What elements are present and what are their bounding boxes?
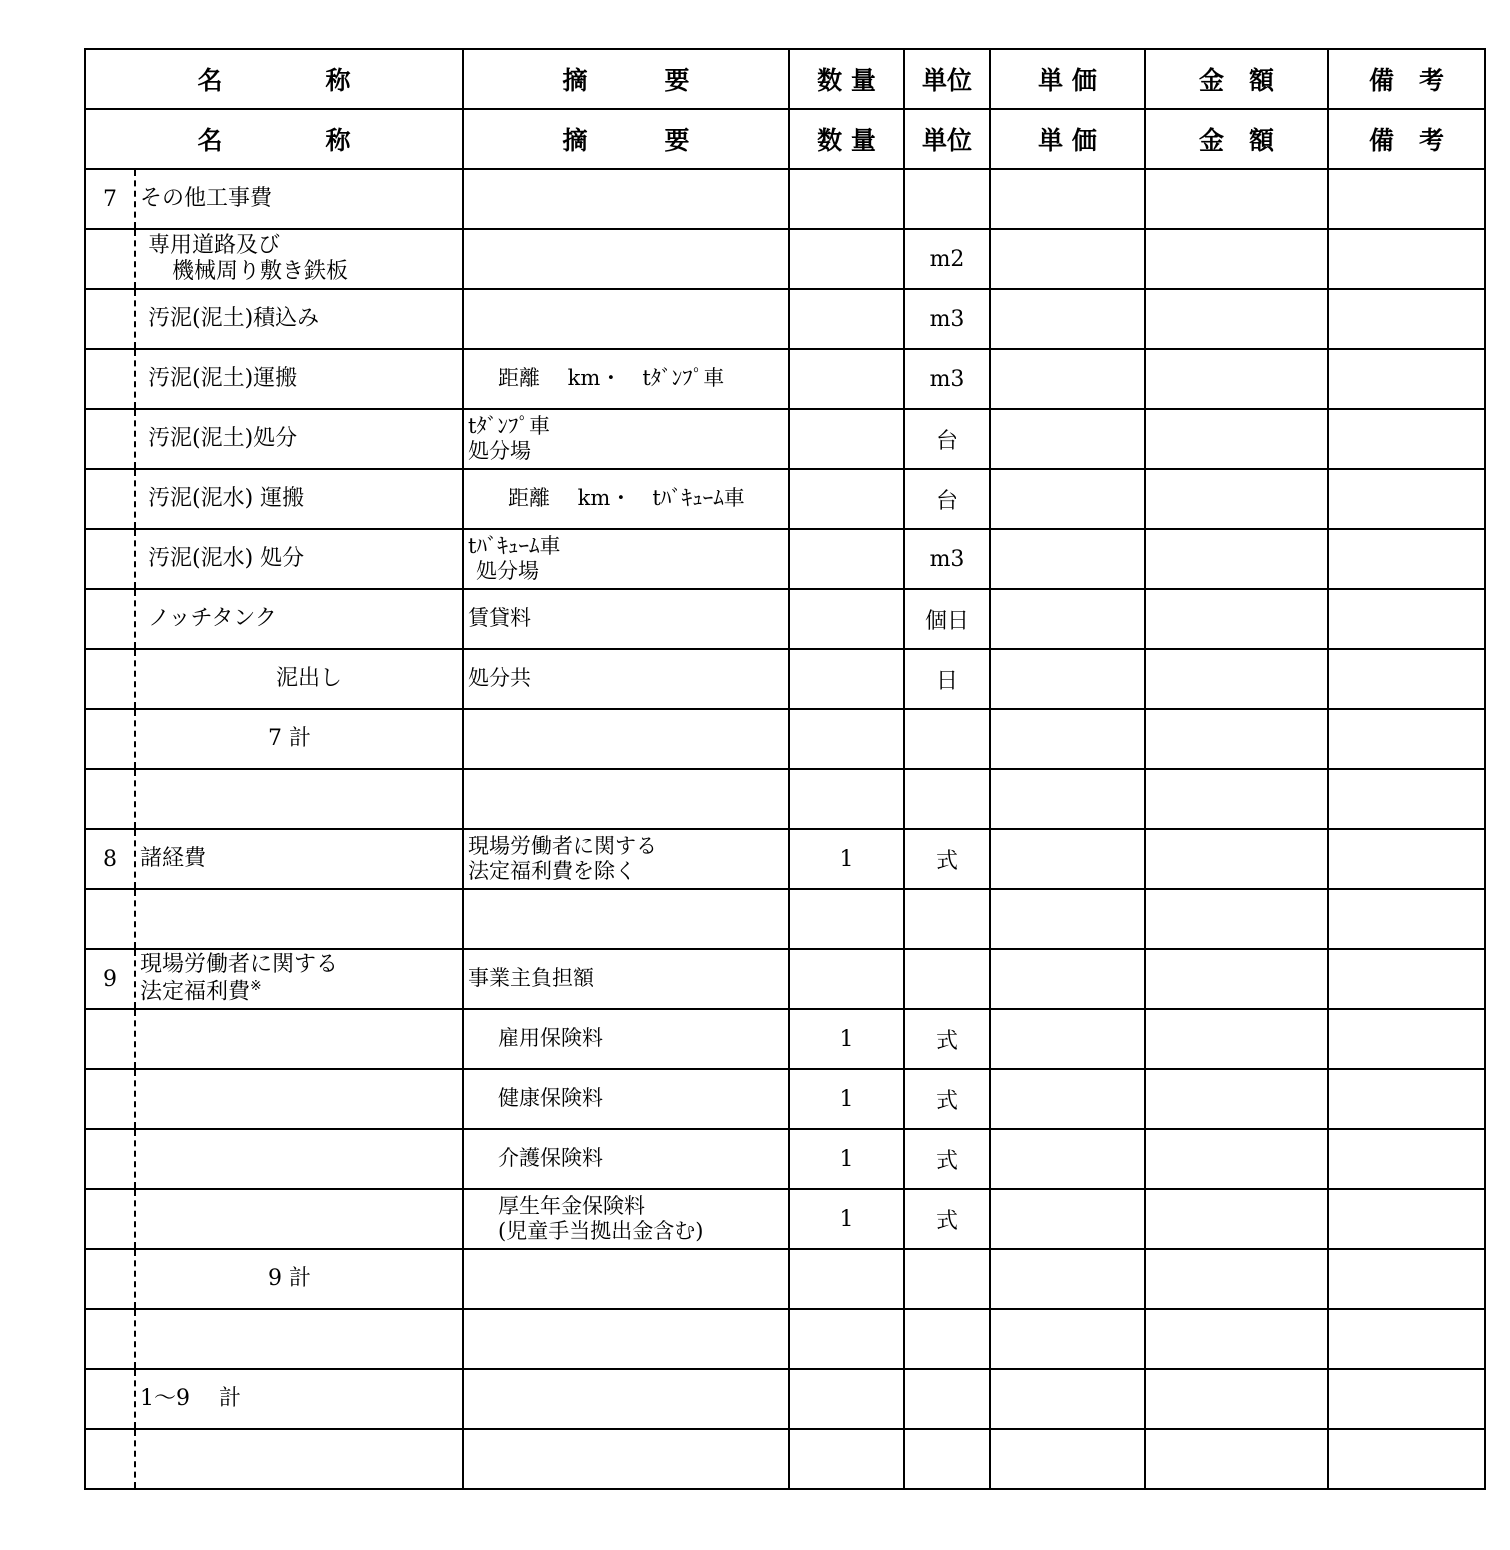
cell-unit: 式 xyxy=(904,1009,990,1069)
cell-name xyxy=(85,1069,463,1129)
cell-remarks xyxy=(1328,1129,1485,1189)
row-number xyxy=(86,350,136,408)
cell-name xyxy=(85,409,463,469)
header-name: 名 称 xyxy=(85,109,463,169)
cell-unit-price xyxy=(990,829,1145,889)
cell-remarks xyxy=(1328,1309,1485,1369)
cell-unit-price xyxy=(990,1309,1145,1369)
cell-unit xyxy=(904,1429,990,1489)
header-qty: 数 量 xyxy=(789,109,904,169)
header-remarks: 備 考 xyxy=(1328,109,1485,169)
cell-remarks xyxy=(1328,1369,1485,1429)
cell-unit xyxy=(904,889,990,949)
cell-unit xyxy=(904,769,990,829)
row-label xyxy=(86,1266,462,1292)
row-number xyxy=(86,1130,136,1188)
row-number xyxy=(86,1430,136,1488)
cell-remarks xyxy=(1328,1189,1485,1249)
row-label xyxy=(140,1386,462,1412)
cell-summary xyxy=(463,649,789,709)
row-summary-line2: (児童手当拠出金含む) xyxy=(498,1219,704,1243)
row-label xyxy=(140,186,462,212)
estimate-sheet xyxy=(84,48,1486,1490)
row-name: 汚泥(泥水) 運搬 xyxy=(148,485,305,511)
cell-name xyxy=(85,1129,463,1189)
row-number xyxy=(86,1250,136,1308)
cell-remarks xyxy=(1328,469,1485,529)
cell-unit-price xyxy=(990,469,1145,529)
cell-name xyxy=(85,1189,463,1249)
cell-summary xyxy=(463,769,789,829)
cell-remarks xyxy=(1328,1009,1485,1069)
cell-unit: m3 xyxy=(904,349,990,409)
cell-amount xyxy=(1145,529,1328,589)
row-summary: 賃貸料 xyxy=(468,606,531,631)
cell-summary xyxy=(463,1189,789,1249)
table-row xyxy=(85,829,1485,889)
note-mark: ※ xyxy=(250,978,262,995)
cell-amount xyxy=(1145,1129,1328,1189)
cell-unit-price xyxy=(990,589,1145,649)
table-row xyxy=(85,1369,1485,1429)
cell-qty: 1 xyxy=(789,1009,904,1069)
row-number xyxy=(86,1190,136,1248)
row-label xyxy=(148,606,462,632)
cell-unit-price xyxy=(990,1429,1145,1489)
row-summary: 雇用保険料 xyxy=(498,1026,603,1051)
header-unit: 単位 xyxy=(904,109,990,169)
table-row xyxy=(85,169,1485,229)
row-number xyxy=(86,410,136,468)
cell-summary xyxy=(463,1069,789,1129)
cell-amount xyxy=(1145,349,1328,409)
cell-amount xyxy=(1145,709,1328,769)
row-summary: 現場労働者に関する xyxy=(468,833,657,858)
cell-qty xyxy=(789,1249,904,1309)
cell-qty: 1 xyxy=(789,1129,904,1189)
cell-unit-price xyxy=(990,289,1145,349)
row-summary: 事業主負担額 xyxy=(468,966,594,991)
cell-amount xyxy=(1145,889,1328,949)
cell-unit-price xyxy=(990,349,1145,409)
cell-amount xyxy=(1145,169,1328,229)
table-row xyxy=(85,649,1485,709)
row-name: その他工事費 xyxy=(140,185,273,211)
row-number xyxy=(86,1370,136,1428)
cell-unit: 日 xyxy=(904,649,990,709)
row-summary: 健康保険料 xyxy=(498,1086,603,1111)
cell-unit-price xyxy=(990,1189,1145,1249)
cell-unit-price xyxy=(990,709,1145,769)
row-summary: tﾀﾞﾝﾌﾟ車 xyxy=(468,413,550,438)
cell-summary xyxy=(463,829,789,889)
header-row xyxy=(85,49,1485,109)
cell-name xyxy=(85,889,463,949)
row-number: 9 xyxy=(86,950,136,1008)
cell-remarks xyxy=(1328,769,1485,829)
cell-remarks xyxy=(1328,289,1485,349)
cell-amount xyxy=(1145,589,1328,649)
row-number xyxy=(86,530,136,588)
cell-unit-price xyxy=(990,949,1145,1009)
row-number xyxy=(86,1070,136,1128)
row-name: 汚泥(泥土)処分 xyxy=(148,425,298,451)
row-label xyxy=(86,666,462,692)
row-name: 諸経費 xyxy=(140,845,207,871)
header-amount: 金 額 xyxy=(1145,49,1328,109)
cell-amount xyxy=(1145,1189,1328,1249)
cell-remarks xyxy=(1328,1429,1485,1489)
cell-unit-price xyxy=(990,649,1145,709)
row-name-line2: 法定福利費 xyxy=(140,979,251,1005)
cell-unit xyxy=(904,709,990,769)
cell-name xyxy=(85,469,463,529)
cell-amount xyxy=(1145,649,1328,709)
cell-unit xyxy=(904,949,990,1009)
table-row xyxy=(85,889,1485,949)
cell-qty xyxy=(789,949,904,1009)
table-row xyxy=(85,1069,1485,1129)
cell-unit: 個日 xyxy=(904,589,990,649)
cell-amount xyxy=(1145,289,1328,349)
cell-qty xyxy=(789,469,904,529)
row-summary: 処分共 xyxy=(468,666,531,691)
row-label xyxy=(148,486,462,512)
cell-unit-price xyxy=(990,529,1145,589)
table-row xyxy=(85,289,1485,349)
cell-remarks xyxy=(1328,409,1485,469)
cell-unit: 式 xyxy=(904,1069,990,1129)
header-amount: 金 額 xyxy=(1145,109,1328,169)
cell-unit-price xyxy=(990,229,1145,289)
table-row xyxy=(85,229,1485,289)
cell-summary xyxy=(463,1249,789,1309)
cell-remarks xyxy=(1328,889,1485,949)
table-row xyxy=(85,709,1485,769)
table-row xyxy=(85,949,1485,1009)
cell-amount xyxy=(1145,1249,1328,1309)
cell-name xyxy=(85,1369,463,1429)
cell-unit xyxy=(904,169,990,229)
table-row xyxy=(85,1309,1485,1369)
cell-remarks xyxy=(1328,829,1485,889)
table-row xyxy=(85,349,1485,409)
table-row xyxy=(85,769,1485,829)
cell-qty xyxy=(789,1369,904,1429)
cell-qty xyxy=(789,409,904,469)
cell-unit xyxy=(904,1369,990,1429)
cell-qty: 1 xyxy=(789,829,904,889)
cell-summary xyxy=(463,889,789,949)
cell-name xyxy=(85,1309,463,1369)
table-row xyxy=(85,1189,1485,1249)
row-number: 7 xyxy=(86,170,136,228)
cell-unit: 台 xyxy=(904,409,990,469)
cell-summary xyxy=(463,949,789,1009)
table-row xyxy=(85,1249,1485,1309)
row-summary: 距離 km・ tﾊﾞｷｭｰﾑ車 xyxy=(508,486,745,511)
cell-qty xyxy=(789,649,904,709)
cell-summary xyxy=(463,1009,789,1069)
cell-remarks xyxy=(1328,229,1485,289)
cell-name xyxy=(85,229,463,289)
header-unit-price: 単 価 xyxy=(990,49,1145,109)
row-number: 8 xyxy=(86,830,136,888)
cell-unit: 式 xyxy=(904,829,990,889)
row-summary: 距離 km・ tﾀﾞﾝﾌﾟ車 xyxy=(498,366,725,391)
cell-unit-price xyxy=(990,169,1145,229)
cell-amount xyxy=(1145,469,1328,529)
cell-remarks xyxy=(1328,349,1485,409)
row-number xyxy=(86,590,136,648)
table-row xyxy=(85,1009,1485,1069)
cell-summary xyxy=(463,469,789,529)
cell-unit: 台 xyxy=(904,469,990,529)
cell-name xyxy=(85,1429,463,1489)
cell-summary xyxy=(463,289,789,349)
row-label xyxy=(140,952,462,1006)
cell-remarks xyxy=(1328,649,1485,709)
cell-summary xyxy=(463,409,789,469)
cell-remarks xyxy=(1328,529,1485,589)
row-name: 9 計 xyxy=(268,1265,311,1291)
cell-name xyxy=(85,349,463,409)
row-number xyxy=(86,1010,136,1068)
cell-remarks xyxy=(1328,1069,1485,1129)
cell-amount xyxy=(1145,829,1328,889)
row-number xyxy=(86,710,136,768)
cell-qty: 1 xyxy=(789,1069,904,1129)
cell-qty xyxy=(789,169,904,229)
row-number xyxy=(86,770,136,828)
cell-unit: m3 xyxy=(904,529,990,589)
row-number xyxy=(86,290,136,348)
cell-name xyxy=(85,829,463,889)
cell-remarks xyxy=(1328,589,1485,649)
row-summary-line2: 処分場 xyxy=(468,439,531,463)
cell-qty xyxy=(789,589,904,649)
header-remarks: 備 考 xyxy=(1328,49,1485,109)
cell-qty xyxy=(789,289,904,349)
cell-name xyxy=(85,1009,463,1069)
cell-qty xyxy=(789,889,904,949)
header-name: 名 称 xyxy=(85,49,463,109)
header-row-repeat xyxy=(85,109,1485,169)
row-label xyxy=(148,233,462,286)
row-name: 1～9 計 xyxy=(140,1385,241,1411)
cell-name xyxy=(85,649,463,709)
row-name: 現場労働者に関する xyxy=(140,951,339,977)
row-summary: 厚生年金保険料 xyxy=(498,1193,645,1218)
row-name: 汚泥(泥土)積込み xyxy=(148,305,320,331)
table-row xyxy=(85,1429,1485,1489)
cell-unit: m2 xyxy=(904,229,990,289)
row-label xyxy=(86,726,462,752)
row-summary-line2: 処分場 xyxy=(476,559,539,583)
row-name: 汚泥(泥水) 処分 xyxy=(148,545,305,571)
row-summary: tﾊﾞｷｭｰﾑ車 xyxy=(468,533,561,558)
cell-name xyxy=(85,1249,463,1309)
row-name: 泥出し xyxy=(276,665,343,691)
cell-qty xyxy=(789,709,904,769)
cell-name xyxy=(85,769,463,829)
cell-remarks xyxy=(1328,709,1485,769)
cell-amount xyxy=(1145,949,1328,1009)
table-row xyxy=(85,409,1485,469)
cell-summary xyxy=(463,589,789,649)
cell-unit-price xyxy=(990,1249,1145,1309)
header-summary: 摘 要 xyxy=(463,109,789,169)
cell-unit-price xyxy=(990,1009,1145,1069)
cell-unit-price xyxy=(990,409,1145,469)
cell-summary xyxy=(463,1309,789,1369)
table-row xyxy=(85,469,1485,529)
row-name: 専用道路及び xyxy=(148,232,281,258)
header-qty: 数 量 xyxy=(789,49,904,109)
row-label xyxy=(148,546,462,572)
row-summary-line2: 法定福利費を除く xyxy=(468,859,636,883)
header-unit: 単位 xyxy=(904,49,990,109)
cell-name xyxy=(85,529,463,589)
cell-name xyxy=(85,289,463,349)
cell-amount xyxy=(1145,1009,1328,1069)
row-summary: 介護保険料 xyxy=(498,1146,603,1171)
cell-name xyxy=(85,949,463,1009)
estimate-table xyxy=(84,48,1486,1490)
row-label xyxy=(148,426,462,452)
row-name: 汚泥(泥土)運搬 xyxy=(148,365,298,391)
cell-unit: 式 xyxy=(904,1129,990,1189)
cell-summary xyxy=(463,169,789,229)
cell-unit: m3 xyxy=(904,289,990,349)
cell-summary xyxy=(463,349,789,409)
cell-summary xyxy=(463,529,789,589)
table-row xyxy=(85,529,1485,589)
cell-amount xyxy=(1145,1429,1328,1489)
cell-qty xyxy=(789,349,904,409)
cell-summary xyxy=(463,229,789,289)
row-name: ノッチタンク xyxy=(148,605,277,631)
cell-qty xyxy=(789,229,904,289)
cell-name xyxy=(85,709,463,769)
cell-unit xyxy=(904,1309,990,1369)
cell-name xyxy=(85,169,463,229)
row-label xyxy=(148,306,462,332)
cell-qty xyxy=(789,1429,904,1489)
header-summary: 摘 要 xyxy=(463,49,789,109)
cell-unit-price xyxy=(990,1069,1145,1129)
row-number xyxy=(86,230,136,288)
row-number xyxy=(86,650,136,708)
cell-name xyxy=(85,589,463,649)
header-unit-price: 単 価 xyxy=(990,109,1145,169)
row-label xyxy=(148,366,462,392)
table-row xyxy=(85,589,1485,649)
cell-qty xyxy=(789,529,904,589)
cell-summary xyxy=(463,709,789,769)
row-number xyxy=(86,1310,136,1368)
cell-amount xyxy=(1145,1309,1328,1369)
cell-unit-price xyxy=(990,769,1145,829)
cell-remarks xyxy=(1328,169,1485,229)
cell-unit: 式 xyxy=(904,1189,990,1249)
cell-unit xyxy=(904,1249,990,1309)
cell-qty: 1 xyxy=(789,1189,904,1249)
cell-amount xyxy=(1145,1369,1328,1429)
row-label xyxy=(140,846,462,872)
cell-unit-price xyxy=(990,1369,1145,1429)
cell-amount xyxy=(1145,409,1328,469)
cell-remarks xyxy=(1328,949,1485,1009)
cell-summary xyxy=(463,1369,789,1429)
table-row xyxy=(85,1129,1485,1189)
cell-qty xyxy=(789,1309,904,1369)
cell-amount xyxy=(1145,769,1328,829)
row-number xyxy=(86,890,136,948)
cell-remarks xyxy=(1328,1249,1485,1309)
cell-summary xyxy=(463,1129,789,1189)
cell-amount xyxy=(1145,1069,1328,1129)
cell-unit-price xyxy=(990,1129,1145,1189)
row-number xyxy=(86,470,136,528)
row-name-line2: 機械周り敷き鉄板 xyxy=(172,259,349,284)
cell-unit-price xyxy=(990,889,1145,949)
row-name: 7 計 xyxy=(268,725,311,751)
cell-qty xyxy=(789,769,904,829)
cell-amount xyxy=(1145,229,1328,289)
cell-summary xyxy=(463,1429,789,1489)
table-body xyxy=(85,169,1485,1489)
